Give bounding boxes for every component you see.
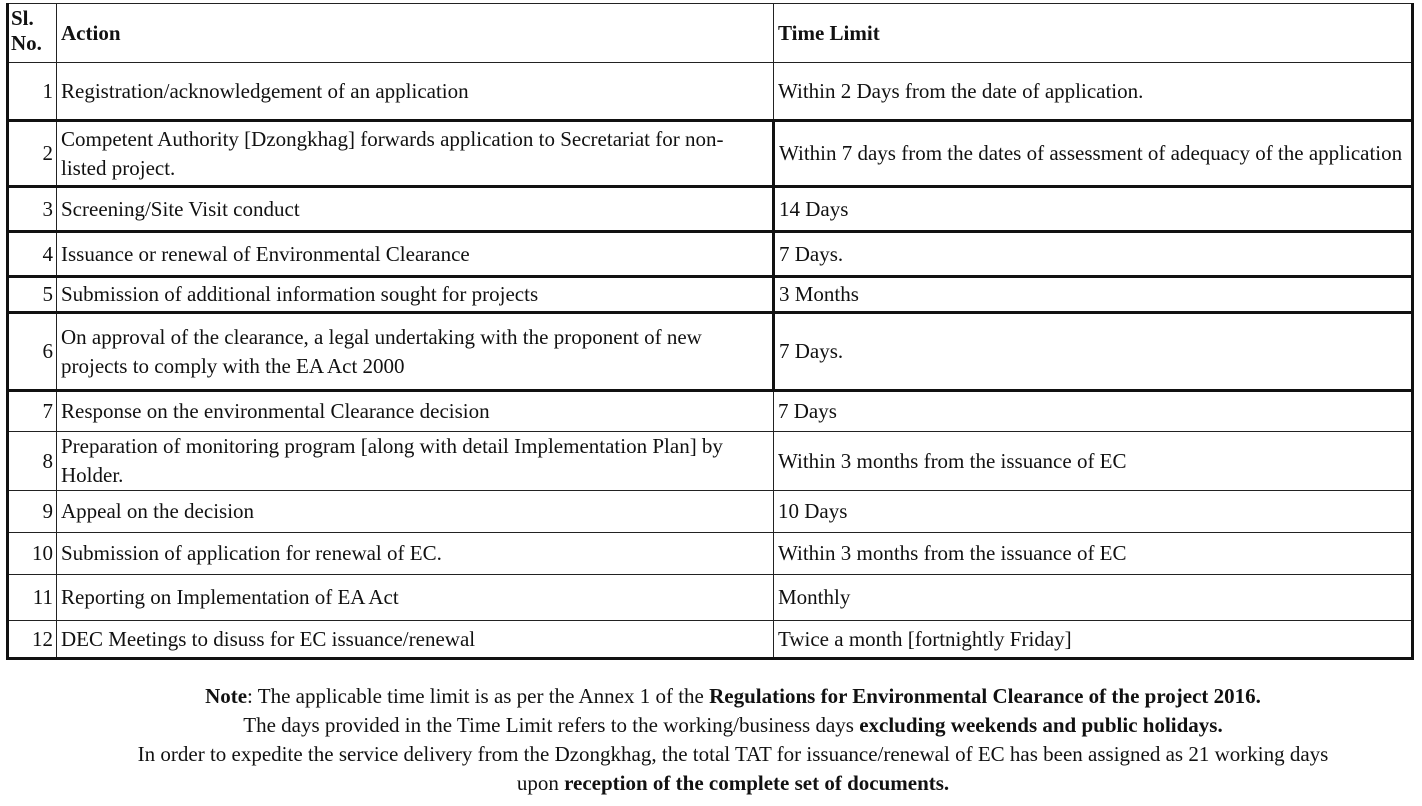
row-number: 8 bbox=[8, 432, 57, 491]
row-number: 4 bbox=[8, 232, 57, 277]
note-line-1-bold: Regulations for Environmental Clearance of the project 2016. bbox=[709, 684, 1261, 708]
row-time-limit: Within 2 Days from the date of application. bbox=[774, 63, 1413, 121]
row-time-limit: 3 Months bbox=[774, 277, 1413, 313]
note-line-3-text: In order to expedite the service delivery from the Dzongkhag, the total TAT for issuance/renewal of EC has been assigned as 21 working days bbox=[137, 742, 1329, 766]
table-header-row bbox=[8, 4, 1413, 63]
row-action: Appeal on the decision bbox=[57, 491, 774, 533]
row-time-limit: Twice a month [fortnightly Friday] bbox=[774, 621, 1413, 659]
row-action: On approval of the clearance, a legal undertaking with the proponent of new projects to comply with the EA Act 2000 bbox=[57, 313, 774, 391]
note-line-2-bold: excluding weekends and public holidays. bbox=[859, 713, 1223, 737]
row-number: 10 bbox=[8, 533, 57, 575]
note-line-1 bbox=[40, 682, 1422, 711]
row-action: Screening/Site Visit conduct bbox=[57, 187, 774, 232]
row-time-limit: Monthly bbox=[774, 575, 1413, 621]
table-row bbox=[8, 121, 1413, 187]
table-row bbox=[8, 575, 1413, 621]
row-action: Submission of additional information sought for projects bbox=[57, 277, 774, 313]
row-time-limit: Within 3 months from the issuance of EC bbox=[774, 432, 1413, 491]
note-line-4-bold: reception of the complete set of documents. bbox=[564, 771, 950, 795]
note-line-3 bbox=[40, 740, 1422, 769]
row-number: 1 bbox=[8, 63, 57, 121]
row-number: 3 bbox=[8, 187, 57, 232]
row-number: 11 bbox=[8, 575, 57, 621]
row-action: Reporting on Implementation of EA Act bbox=[57, 575, 774, 621]
row-number: 12 bbox=[8, 621, 57, 659]
row-time-limit: 14 Days bbox=[774, 187, 1413, 232]
row-action: DEC Meetings to disuss for EC issuance/renewal bbox=[57, 621, 774, 659]
row-time-limit: 7 Days. bbox=[774, 232, 1413, 277]
row-number: 6 bbox=[8, 313, 57, 391]
row-action: Competent Authority [Dzongkhag] forwards application to Secretariat for non-listed project. bbox=[57, 121, 774, 187]
row-number: 9 bbox=[8, 491, 57, 533]
table-row bbox=[8, 491, 1413, 533]
table-row bbox=[8, 63, 1413, 121]
table-row bbox=[8, 533, 1413, 575]
header-time-limit: Time Limit bbox=[774, 4, 1413, 63]
row-action: Response on the environmental Clearance decision bbox=[57, 391, 774, 432]
note-line-4 bbox=[40, 769, 1422, 798]
table-row bbox=[8, 232, 1413, 277]
row-action: Submission of application for renewal of EC. bbox=[57, 533, 774, 575]
table-row bbox=[8, 391, 1413, 432]
row-time-limit: Within 3 months from the issuance of EC bbox=[774, 533, 1413, 575]
table-row bbox=[8, 621, 1413, 659]
row-time-limit: 7 Days bbox=[774, 391, 1413, 432]
note-line-2 bbox=[40, 711, 1422, 740]
note-line-4-text: upon bbox=[516, 771, 565, 795]
row-time-limit: Within 7 days from the dates of assessment of adequacy of the application bbox=[774, 121, 1413, 187]
note-block bbox=[40, 682, 1422, 798]
row-number: 5 bbox=[8, 277, 57, 313]
header-sl-no: Sl. No. bbox=[8, 4, 57, 63]
header-action: Action bbox=[57, 4, 774, 63]
table-row bbox=[8, 277, 1413, 313]
time-limit-table bbox=[6, 3, 1414, 660]
row-time-limit: 10 Days bbox=[774, 491, 1413, 533]
row-action: Issuance or renewal of Environmental Clearance bbox=[57, 232, 774, 277]
row-action: Registration/acknowledgement of an application bbox=[57, 63, 774, 121]
table-row bbox=[8, 313, 1413, 391]
note-line-1-text: : The applicable time limit is as per the Annex 1 of the bbox=[247, 684, 710, 708]
note-line-2-text: The days provided in the Time Limit refers to the working/business days bbox=[243, 713, 860, 737]
row-action: Preparation of monitoring program [along with detail Implementation Plan] by Holder. bbox=[57, 432, 774, 491]
table-row bbox=[8, 432, 1413, 491]
row-time-limit: 7 Days. bbox=[774, 313, 1413, 391]
row-number: 2 bbox=[8, 121, 57, 187]
row-number: 7 bbox=[8, 391, 57, 432]
note-label: Note bbox=[205, 684, 248, 708]
table-row bbox=[8, 187, 1413, 232]
